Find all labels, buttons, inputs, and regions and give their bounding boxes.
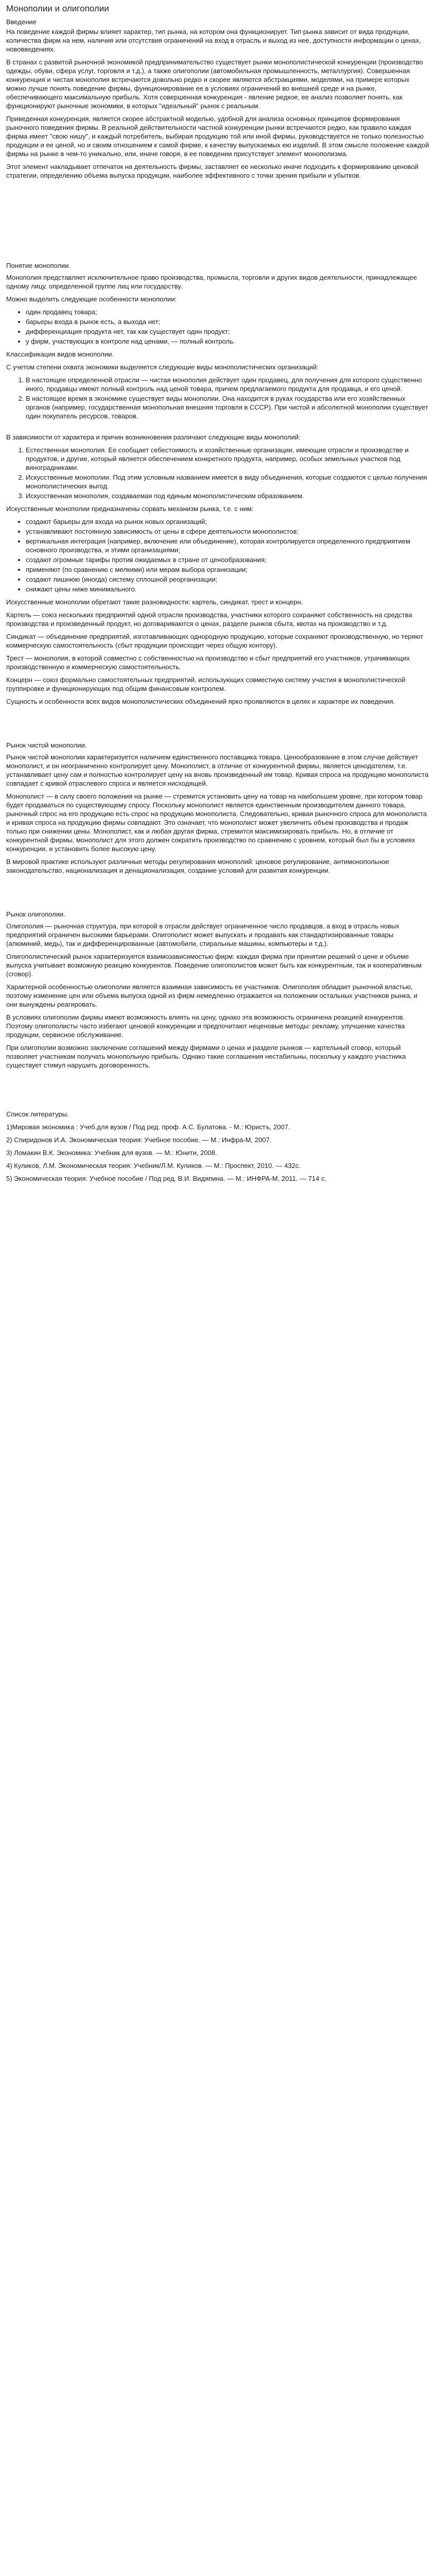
list-item: 2. В настоящее время в экономике существует виды монополии. Она находится в руках государства или его хозяйственных органов (например, государственная монопольная внешняя торговля в СССР). При чистой и абсолютной монополии существует один покупатель ресурсов, товаров. bbox=[26, 394, 430, 420]
paragraph: В зависимости от характера и причин возникновения различают следующие виды монополий: bbox=[6, 433, 301, 441]
references-section bbox=[6, 1110, 430, 1183]
paragraph: Олигополистический рынок характеризуется взаимозависимостью фирм: каждая фирма при принятии решений о цене и объеме выпуска учитывает возможную реакцию конкурентов. Поведение олигополистов может быть как конкурентным, так и кооперативным (сговор). bbox=[6, 953, 422, 978]
classification-list bbox=[6, 376, 430, 420]
page-title: Монополии и олигополии bbox=[6, 4, 109, 13]
intro-paragraph: Этот элемент накладывает отпечаток на деятельность фирмы, заставляет ее несколько иначе подходить к формированию ценовой стратегии, определению объема выпуска продукции, наиболее эффективного с точки зрения прибыли и убытков. bbox=[6, 163, 418, 179]
spacer bbox=[6, 1074, 430, 1105]
list-item: • применяют (по сравнению с мелкими) или мерам выбора организации; bbox=[26, 565, 430, 574]
paragraph: Трест — монополия, в которой совместно с собственностью на производство и сбыт предприятий его участников, утрачивающих производственную и коммерческую самостоятельность. bbox=[6, 654, 410, 671]
reference-item: 3) Ломакин В.К. Экономика: Учебник для вузов. — М.: Юнити, 2008. bbox=[6, 1149, 217, 1157]
paragraph: Синдикат — объединение предприятий, изготавливающих однородную продукцию, которые сохраняют производственную, но теряют коммерческую самостоятельность (сбыт продукции происходит через общую контору). bbox=[6, 633, 424, 649]
paragraph: Монополист — в силу своего положения на рынке — стремится установить цену на товар на наибольшем уровне, при котором товар будет продаваться по существующему спросу. Поскольку монополист является единственным производителем данного товара, рыночный спрос на его продукцию есть спрос на продукцию монополиста. Следовательно, кривая рыночного спроса для монополиста и кривая спроса на продукцию фирмы совпадают. Это означает, что монополист может увеличить объем производства и продаж только при снижении цены. Монополист, как и любая другая фирма, стремится максимизировать прибыль. Но, в отличие от конкурентной фирмы, монополист для этого должен сократить производство по сравнению с уровнем, который был бы в условиях конкуренции, и установить более высокую цену. bbox=[6, 792, 427, 853]
intro-paragraph: На поведение каждой фирмы влияет характер, тип рынка, на котором она функционирует. Тип рынка зависит от вида продукции, количества фирм на нем, наличия или отсутствия ограничений на вход в отрасль и выход из нее, доступности информации о ценах, нововведениях. bbox=[6, 28, 421, 53]
section-title: Рынок олигополии. bbox=[6, 910, 65, 918]
list-item: 1. В настоящее определенной отрасли — чистая монополия действует один продавец, для получения для которого существенно иного, продавцы имеют полный контроль над ценой товара, причем предлагаемого продукта для продавца, и его ценой. bbox=[26, 376, 430, 393]
spacer bbox=[6, 184, 430, 261]
reference-item: 4) Куликов, Л.М. Экономическая теория: Учебник/Л.М. Куликов. — М.: Проспект, 2010. — 432с. bbox=[6, 1162, 301, 1170]
monopoly-forms-section bbox=[6, 598, 430, 706]
list-item: 1. Естественная монополия. Ее сообщает себестоимость и хозяйственные организации, имеющие отрасли и производстве и продуктов, и другие, который является обеспечением конкретного продукта, например, особых земельных участков под виноградниками. bbox=[26, 446, 430, 472]
list-item: • создают лишнюю (иногда) систему сплошной реорганизации; bbox=[26, 575, 430, 584]
forms-list bbox=[6, 517, 430, 594]
oligopoly-section bbox=[6, 910, 430, 1070]
list-item: 2. Искусственные монополии. Под этим условным названием имеется в виду объединения, которые создаются с целью получения монополистических выгод. bbox=[26, 473, 430, 490]
spacer bbox=[6, 710, 430, 741]
features-list bbox=[6, 308, 430, 346]
section-title: Список литературы. bbox=[6, 1110, 69, 1118]
section-title: Понятие монополии. bbox=[6, 262, 71, 269]
list-item: • создают барьеры для входа на рынок новых организаций; bbox=[26, 517, 430, 526]
reference-item: 2) Спиридонов И.А. Экономическая теория: Учебное пособие. — М.: Инфра-М, 2007. bbox=[6, 1136, 272, 1144]
paragraph: Рынок чистой монополии характеризуется наличием единственного поставщика товара. Ценообразование в этом случае действует монополист, и он неограниченно контролирует цену. Монополист, в отличие от конкурентной фирмы, является ценодателем, т.е. устанавливает цену сам и полностью контролирует цену на вновь произведенный им товар. Кривая спроса на продукцию монополиста совпадает с кривой отраслевого спроса и является нисходящей. bbox=[6, 753, 429, 787]
types-list bbox=[6, 446, 430, 500]
intro-paragraph: В странах с развитой рыночной экономикой предпринимательство существует рынки монополистической конкуренции (производство одежды, обуви, сфера услуг, торговля и т.д.), а также олигополии (автомобильная промышленность, металлургия). Совершенная конкуренция и чистая монополия встречаются довольно редко и скорее являются абстракциями, моделями, на примере которых можно лучше понять поведение фирмы, функционирование ее в условиях ограничений во внешней среде и на рынке, обеспечивающего максимальную прибыль. Хотя совершенная конкуренция - явление редкое, ее анализ позволяет понять, как функционируют рыночные экономики, в которых "идеальный" рынок с реальным. bbox=[6, 58, 423, 110]
paragraph: Характерной особенностью олигополии является взаимная зависимость ее участников. Олигополия обладает рыночной властью, поэтому изменение цен или объема выпуска одной из фирм немедленно отражается на положении остальных участников рынка, и они вынуждены реагировать. bbox=[6, 983, 417, 1008]
paragraph: С учетом степени охвата экономики выделяется следующие виды монополистических организаций: bbox=[6, 363, 319, 371]
paragraph: Классификация видов монополии. bbox=[6, 350, 114, 358]
paragraph: При олигополии возможно заключение соглашений между фирмами о ценах и разделе рынков — картельный сговор, который позволяет участникам получать монопольную прибыль. Однако такие соглашения нестабильны, поскольку у каждого участника существует стимул нарушить договоренность. bbox=[6, 1044, 406, 1069]
monopoly-concept-section bbox=[6, 261, 430, 420]
list-item: • устанавливают постоянную зависимость от цены в сфере деятельности монополистов; bbox=[26, 527, 430, 536]
list-item: • барьеры входа в рынок есть, а выхода нет; bbox=[26, 317, 430, 326]
list-item: 3. Искусственная монополия, создаваемая под единым монополистическим образованием. bbox=[26, 492, 430, 500]
intro-paragraph: Приведенная конкуренция, является скорее абстрактной моделью, удобной для анализа основных принципов формирования рыночного поведения фирмы. В реальной действительности частной конкуренции рынки встречаются редко, как правило каждая фирма имеет "свою нишу", и каждый потребитель, выбирая продукцию той или иной фирмы, руководствуется не только полезностью продукции и ее ценой, но и своим отношением к самой фирме, к качеству выпускаемых ею изделий. В этом смысле положение каждой фирмы на рынке в чем-то уникально, или, иначе говоря, в ее поведении присутствует элемент монополизма. bbox=[6, 115, 429, 158]
spacer bbox=[6, 425, 430, 433]
paragraph: Олигополия — рыночная структура, при которой в отрасли действует ограниченное число продавцов, а вход в отрасль новых предприятий ограничен высокими барьерами. Олигополист может выпускать и продавать как стандартизированные товары (алюминий, медь), так и дифференцированные (автомобили, стиральные машины, компьютеры и т.д.). bbox=[6, 922, 399, 947]
list-item: • у фирм, участвующих в контроле над ценами, — полный контроль. bbox=[26, 337, 430, 346]
intro-section bbox=[6, 18, 430, 180]
paragraph: Картель — союз нескольких предприятий одной отрасли производства, участники которого сохраняют собственность на средства производства и произведенный продукт, но договариваются о ценах, разделе рынков сбыта, квотах на производство и т.д. bbox=[6, 611, 412, 628]
section-title: Рынок чистой монополии. bbox=[6, 741, 87, 749]
paragraph: Можно выделить следующие особенности монополии: bbox=[6, 295, 177, 303]
pure-monopoly-section bbox=[6, 741, 430, 875]
reference-item: 1)Мировая экономика : Учеб.для вузов / Под ред. проф. А.С. Булатова. - М.: Юристъ, 2007. bbox=[6, 1123, 290, 1131]
intro-label: Введение bbox=[6, 18, 37, 26]
paragraph: Концерн — союз формально самостоятельных предприятий, использующих совместную систему участия в монополистической группировке и функционирующих под общим финансовым контролем. bbox=[6, 676, 406, 692]
paragraph: Сущность и особенности всех видов монополистических объединений ярко проявляются в целях и характере их поведения. bbox=[6, 698, 395, 705]
list-item: • создают огромные тарифы против ожидаемых в стране от ценообразования; bbox=[26, 555, 430, 564]
list-item: • один продавец товара; bbox=[26, 308, 430, 316]
paragraph: Искусственные монополии обретают такие разновидности: картель, синдикат, трест и концерн. bbox=[6, 598, 303, 606]
list-item: • снижают цены ниже минимального. bbox=[26, 585, 430, 594]
paragraph: В условиях олигополии фирмы имеют возможность влиять на цену, однако эта возможность ограничена реакцией конкурентов. Поэтому олигополисты часто избегают ценовой конкуренции и предпочитают неценовые методы: рекламу, улучшение качества продукции, сервисное обслуживание. bbox=[6, 1013, 405, 1039]
list-item: • дифференциация продукта нет, так как существует один продукт; bbox=[26, 327, 430, 336]
paragraph: Монополия представляет исключительное право производства, промысла, торговли и других видов деятельности, принадлежащее одному лицу, определенной группе лиц или государству. bbox=[6, 274, 417, 290]
paragraph: Искусственные монополии предназначены сорвать механизм рынка, т.е. с ним: bbox=[6, 505, 254, 513]
spacer bbox=[6, 879, 430, 910]
paragraph: В мировой практике используют различные методы регулирования монополий: ценовое регулирование, антимонопольное законодательство, национализация и денационализация, создание условий для развития конкуренции. bbox=[6, 858, 389, 874]
monopoly-types-section bbox=[6, 433, 430, 594]
list-item: • вертикальная интеграция (например, включение или объединение), которая контролируется определенного предприятием основного производства, и этими организациями; bbox=[26, 537, 430, 554]
document-page bbox=[0, 0, 436, 1183]
reference-item: 5) Экономическая теория: Учебное пособие / Под ред. В.И. Видяпина. — М.: ИНФРА-М, 2011. — 714 с. bbox=[6, 1175, 327, 1182]
